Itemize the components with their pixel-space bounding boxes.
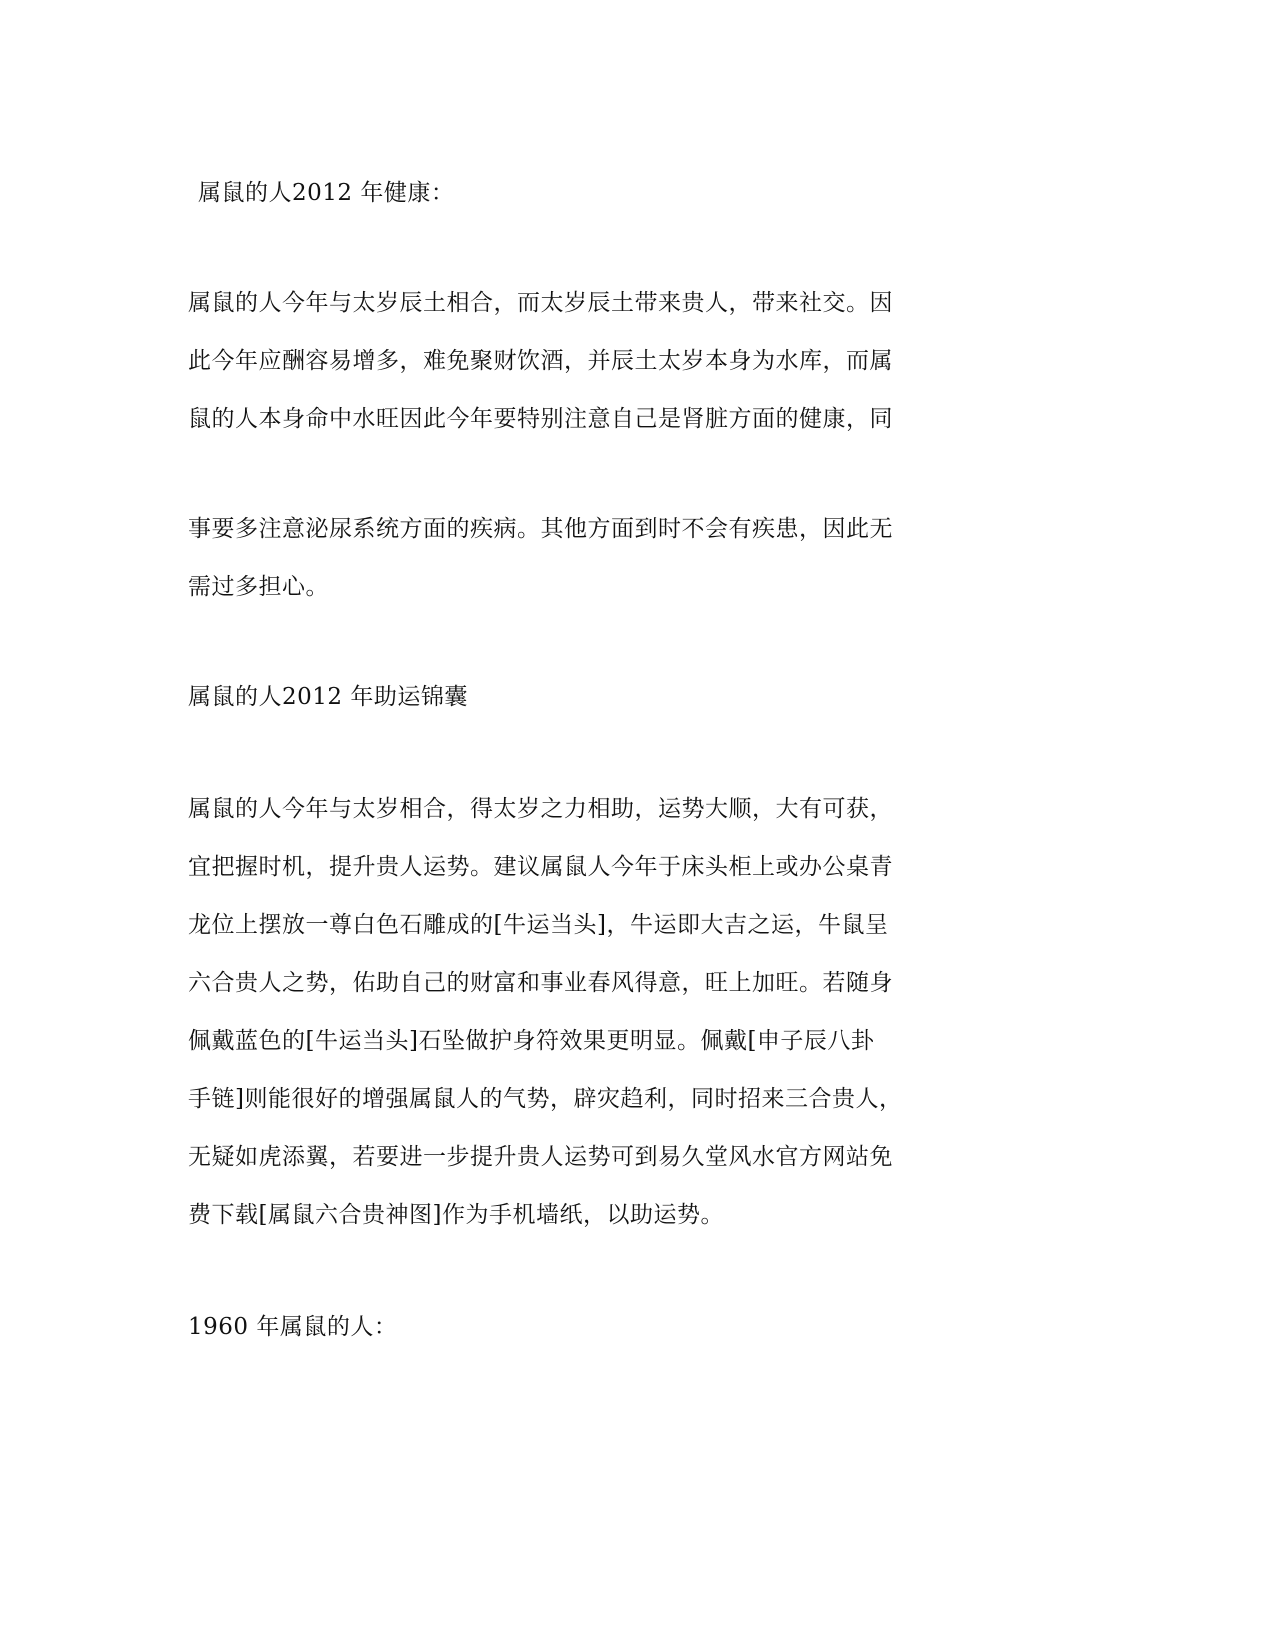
year-heading: 1960 年属鼠的人：	[188, 1314, 398, 1340]
luck-paragraph-line: 手链]则能很好的增强属鼠人的气势，辟灾趋利，同时招来三合贵人，	[188, 1086, 903, 1112]
luck-paragraph-line: 佩戴蓝色的[牛运当头]石坠做护身符效果更明显。佩戴[申子辰八卦	[188, 1028, 875, 1054]
health-paragraph-line: 事要多注意泌尿系统方面的疾病。其他方面到时不会有疾患，因此无	[188, 516, 893, 542]
health-heading: 属鼠的人2012 年健康：	[198, 180, 455, 206]
health-paragraph-line: 此今年应酬容易增多，难免聚财饮酒，并辰土太岁本身为水库，而属	[188, 348, 893, 374]
luck-paragraph-line: 宜把握时机，提升贵人运势。建议属鼠人今年于床头柜上或办公桌青	[188, 854, 893, 880]
luck-paragraph-line: 无疑如虎添翼，若要进一步提升贵人运势可到易久堂风水官方网站免	[188, 1144, 893, 1170]
health-paragraph-line: 需过多担心。	[188, 574, 329, 600]
luck-heading: 属鼠的人2012 年助运锦囊	[188, 684, 468, 710]
luck-paragraph-line: 属鼠的人今年与太岁相合，得太岁之力相助，运势大顺，大有可获，	[188, 796, 893, 822]
luck-paragraph-line: 费下载[属鼠六合贵神图]作为手机墙纸，以助运势。	[188, 1202, 724, 1228]
health-paragraph-line: 鼠的人本身命中水旺因此今年要特别注意自己是肾脏方面的健康，同	[188, 406, 893, 432]
health-paragraph-line: 属鼠的人今年与太岁辰土相合，而太岁辰土带来贵人，带来社交。因	[188, 290, 893, 316]
luck-paragraph-line: 龙位上摆放一尊白色石雕成的[牛运当头]，牛运即大吉之运，牛鼠呈	[188, 912, 889, 938]
luck-paragraph-line: 六合贵人之势，佑助自己的财富和事业春风得意，旺上加旺。若随身	[188, 970, 893, 996]
